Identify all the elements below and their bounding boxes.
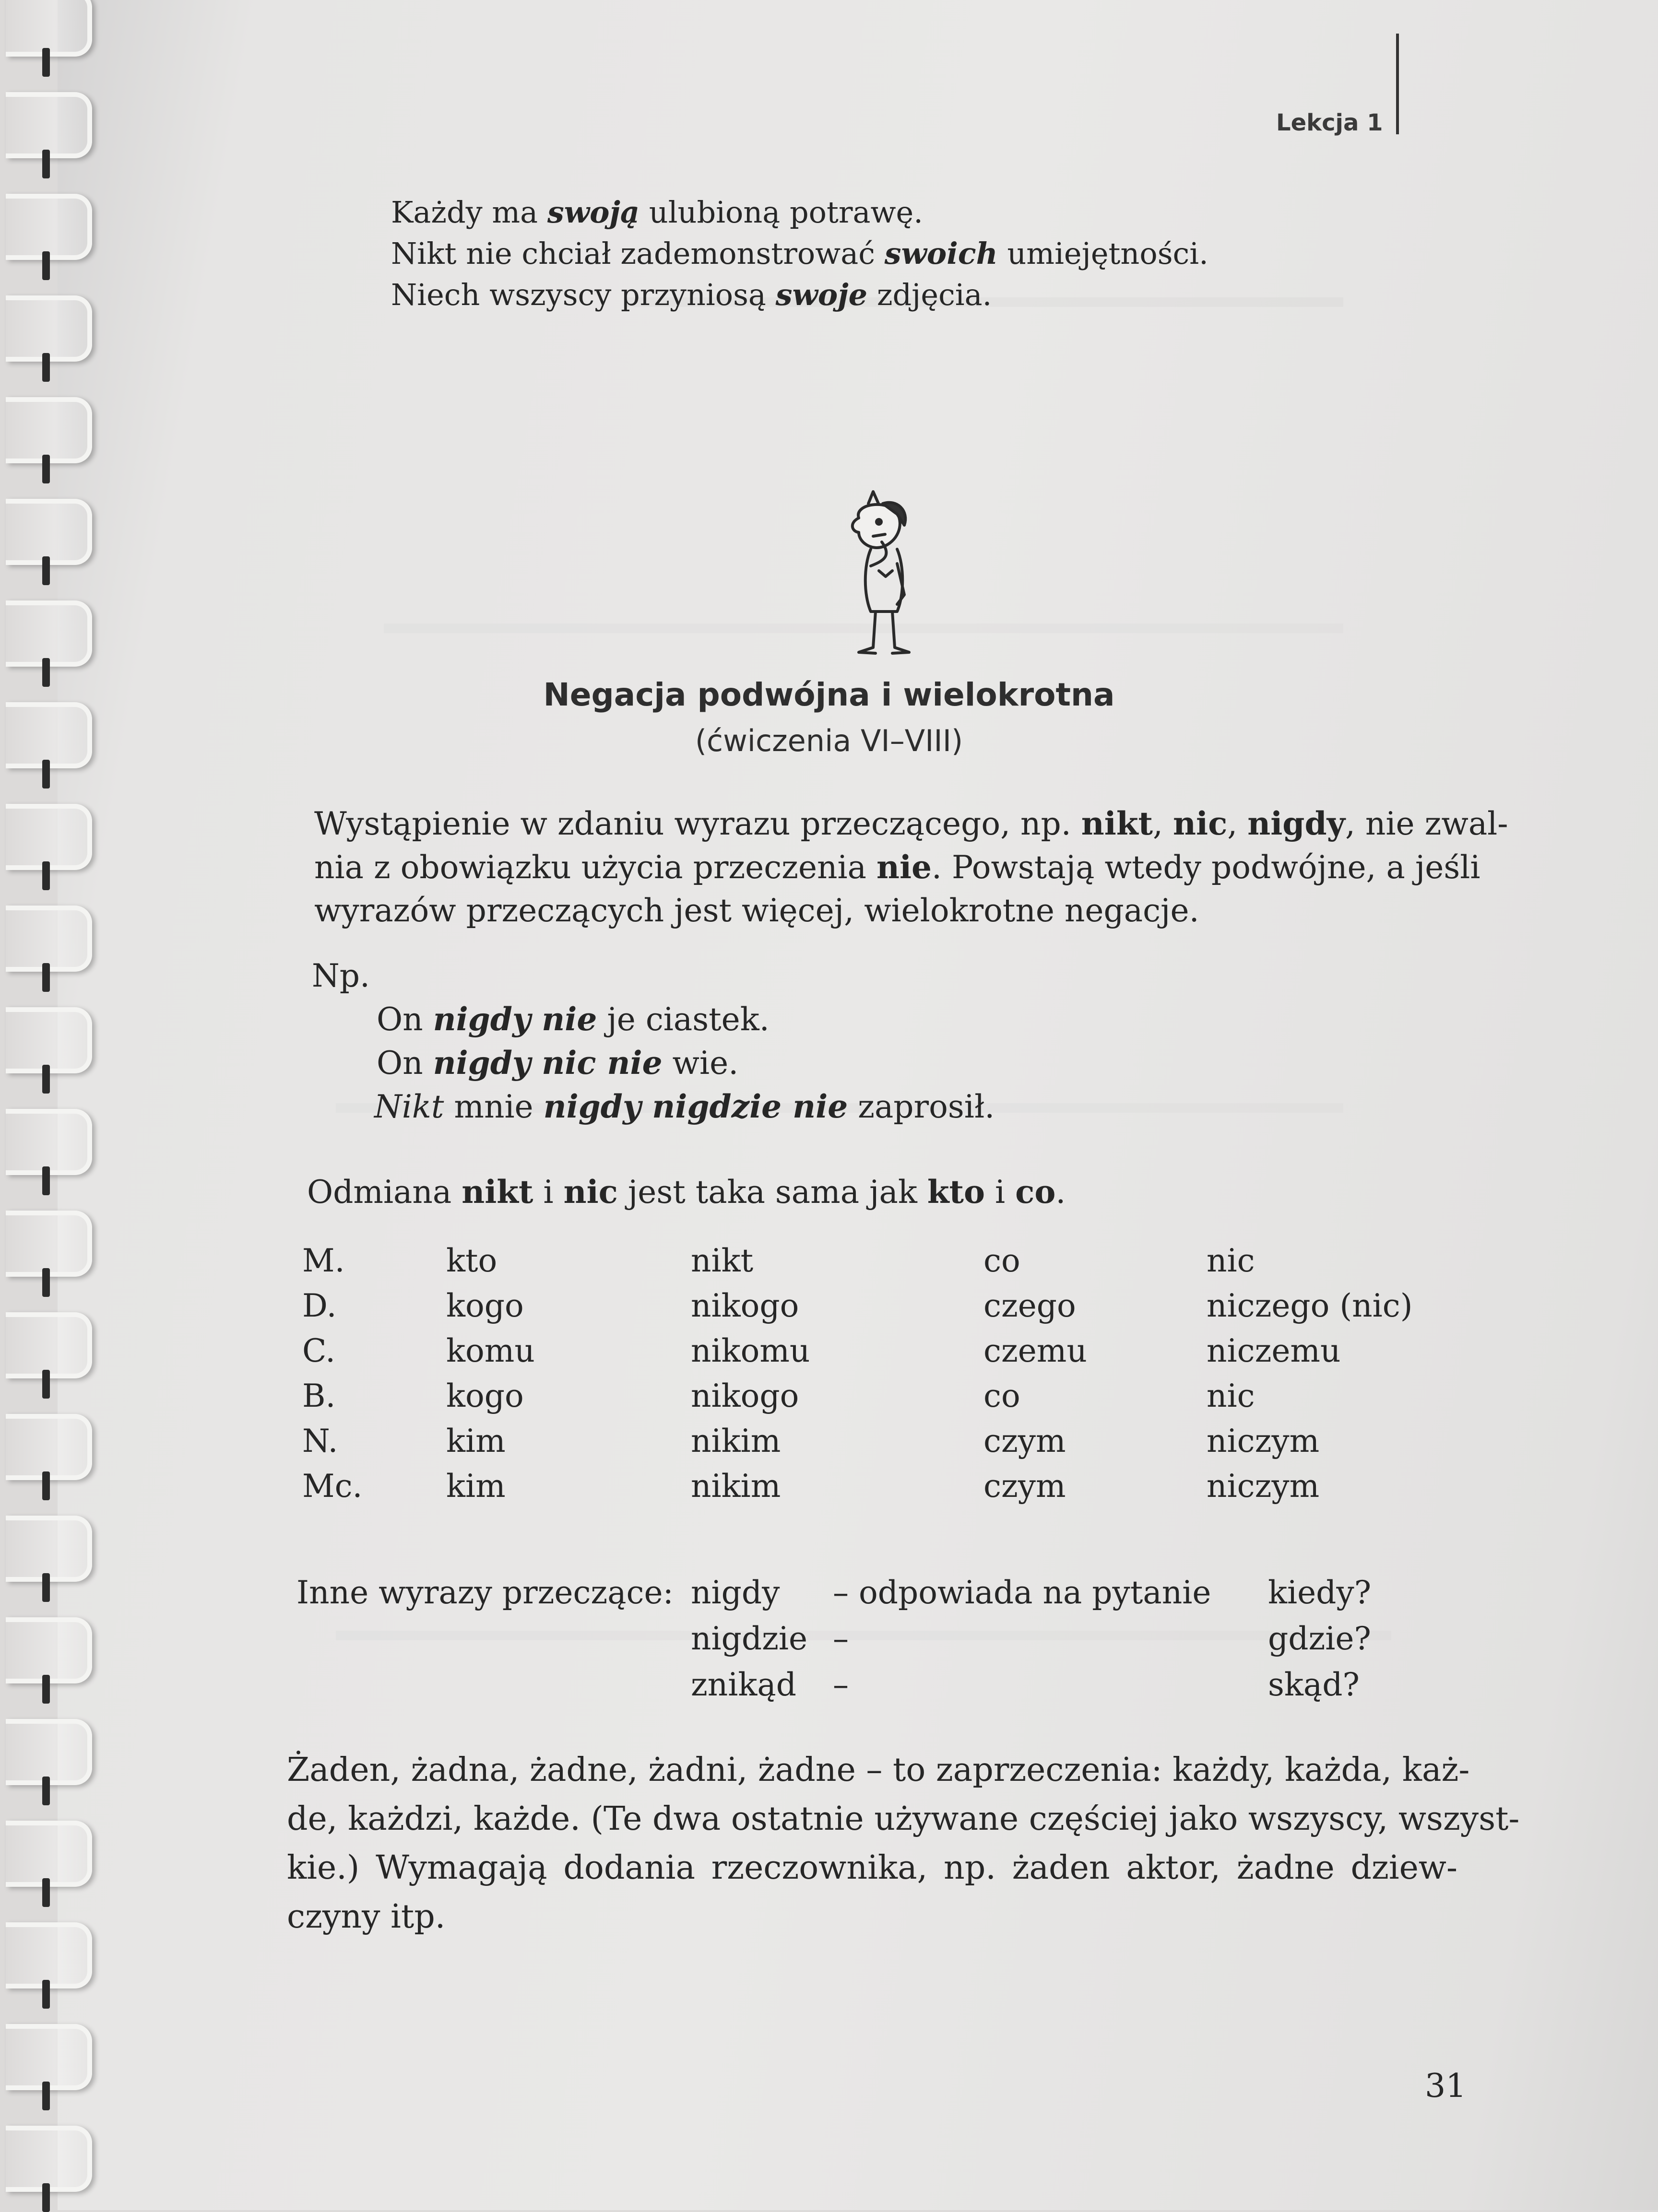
negative-word: znikąd <box>691 1666 796 1703</box>
declension-intro: Odmiana nikt i nic jest taka sama jak kto i co. <box>307 1173 1066 1211</box>
table-cell: czym <box>983 1468 1066 1505</box>
binding-ring <box>6 600 92 667</box>
table-cell: niczemu <box>1207 1332 1341 1369</box>
case-label: N. <box>302 1423 338 1459</box>
binding-hole <box>42 1065 50 1094</box>
case-label: B. <box>302 1377 336 1414</box>
binding-ring <box>6 1414 92 1480</box>
table-cell: niczym <box>1207 1423 1320 1459</box>
example-3: Nikt mnie nigdy nigdzie nie zaprosił. <box>374 1088 995 1125</box>
table-cell: kogo <box>446 1377 524 1414</box>
binding-hole <box>42 556 50 585</box>
table-cell: nikogo <box>691 1377 799 1414</box>
binding-hole <box>42 2183 50 2212</box>
paragraph-line: kie.) Wymagają dodania rzeczownika, np. żaden aktor, żadne dziew- <box>287 1849 1457 1887</box>
example-2: On nigdy nic nie wie. <box>377 1044 739 1082</box>
binding-hole <box>42 1878 50 1907</box>
table-cell: nic <box>1207 1242 1255 1279</box>
paragraph-line: czyny itp. <box>287 1898 446 1936</box>
intro-example-1: Każdy ma swoją ulubioną potrawę. <box>391 195 923 230</box>
table-cell: kim <box>446 1468 506 1505</box>
examples-block <box>312 954 995 1129</box>
binding-ring <box>6 499 92 565</box>
binding-ring <box>6 1516 92 1582</box>
binding-hole <box>42 760 50 788</box>
table-cell: kto <box>446 1242 497 1279</box>
thinking-figure-illustration <box>825 484 940 667</box>
binding-hole <box>42 1573 50 1602</box>
negative-question: skąd? <box>1268 1666 1360 1703</box>
binding-hole <box>42 353 50 382</box>
page-number: 31 <box>1425 2067 1467 2105</box>
table-cell: nic <box>1207 1377 1255 1414</box>
table-cell: kim <box>446 1423 506 1459</box>
paragraph-zaden <box>287 1746 1520 1941</box>
negative-question: kiedy? <box>1268 1574 1372 1611</box>
binding-hole <box>42 1166 50 1195</box>
binding-hole <box>42 1370 50 1399</box>
binding-ring <box>6 804 92 870</box>
paragraph-line: Żaden, żadna, żadne, żadni, żadne – to zaprzeczenia: każdy, każda, każ- <box>287 1751 1470 1789</box>
table-cell: nikogo <box>691 1287 799 1324</box>
binding-ring <box>6 194 92 260</box>
paragraph-line: de, każdzi, każde. (Te dwa ostatnie używane częściej jako wszyscy, wszyst- <box>287 1800 1520 1838</box>
binding-hole <box>42 2082 50 2110</box>
negative-word: nigdy <box>691 1574 780 1611</box>
intro-examples <box>391 192 1208 316</box>
table-cell: nikomu <box>691 1332 810 1369</box>
negative-explanation: – odpowiada na pytanie <box>833 1574 1211 1611</box>
binding-hole <box>42 251 50 280</box>
binding-ring <box>6 397 92 463</box>
binding-ring <box>6 92 92 158</box>
negative-explanation: – <box>833 1666 849 1703</box>
binding-ring <box>6 1719 92 1785</box>
binding-hole <box>42 150 50 178</box>
section-title: Negacja podwójna i wielokrotna <box>543 676 1115 713</box>
case-label: D. <box>302 1287 337 1324</box>
paragraph-line: nia z obowiązku użycia przeczenia nie. Powstają wtedy podwójne, a jeśli <box>314 848 1480 886</box>
binding-hole <box>42 1675 50 1704</box>
binding-ring <box>6 906 92 972</box>
binding-hole <box>42 1980 50 2009</box>
table-cell: czym <box>983 1423 1066 1459</box>
table-cell: nikim <box>691 1423 781 1459</box>
binding-hole <box>42 1471 50 1500</box>
lesson-label: Lekcja 1 <box>1276 109 1383 136</box>
table-cell: co <box>983 1242 1020 1279</box>
other-negatives-label: Inne wyrazy przeczące: <box>296 1574 674 1611</box>
spiral-binding <box>0 0 110 2210</box>
intro-example-2: Nikt nie chciał zademonstrować swoich umiejętności. <box>391 236 1208 271</box>
table-cell: czego <box>983 1287 1076 1324</box>
case-label: M. <box>302 1242 345 1279</box>
paragraph-line: wyrazów przeczących jest więcej, wielokrotne negacje. <box>314 892 1199 929</box>
negative-question: gdzie? <box>1268 1620 1371 1657</box>
binding-ring <box>6 1312 92 1378</box>
table-cell: nikt <box>691 1242 754 1279</box>
binding-ring <box>6 1211 92 1277</box>
binding-hole <box>42 861 50 890</box>
negative-explanation: – <box>833 1620 849 1657</box>
binding-ring <box>6 1922 92 1988</box>
example-1: On nigdy nie je ciastek. <box>377 1000 770 1038</box>
binding-ring <box>6 1007 92 1073</box>
table-cell: niczego (nic) <box>1207 1287 1413 1324</box>
table-cell: komu <box>446 1332 535 1369</box>
paragraph-double-negation <box>314 802 1508 932</box>
negative-word: nigdzie <box>691 1620 808 1657</box>
table-cell: niczym <box>1207 1468 1320 1505</box>
paragraph-line: Wystąpienie w zdaniu wyrazu przeczącego, np. nikt, nic, nigdy, nie zwal- <box>314 805 1508 842</box>
case-label: C. <box>302 1332 336 1369</box>
table-cell: kogo <box>446 1287 524 1324</box>
binding-hole <box>42 48 50 77</box>
case-label: Mc. <box>302 1468 363 1505</box>
examples-label: Np. <box>312 957 370 994</box>
binding-hole <box>42 963 50 992</box>
binding-hole <box>42 1268 50 1297</box>
header-rule <box>1396 34 1399 134</box>
binding-ring <box>6 2126 92 2192</box>
binding-ring <box>6 2024 92 2090</box>
binding-ring <box>6 1109 92 1175</box>
intro-example-3: Niech wszyscy przyniosą swoje zdjęcia. <box>391 277 992 312</box>
table-cell: co <box>983 1377 1020 1414</box>
section-subtitle: (ćwiczenia VI–VIII) <box>695 723 963 758</box>
table-cell: czemu <box>983 1332 1087 1369</box>
binding-hole <box>42 1777 50 1805</box>
binding-ring <box>6 1617 92 1683</box>
table-cell: nikim <box>691 1468 781 1505</box>
binding-hole <box>42 455 50 483</box>
binding-ring <box>6 295 92 362</box>
binding-ring <box>6 1821 92 1887</box>
